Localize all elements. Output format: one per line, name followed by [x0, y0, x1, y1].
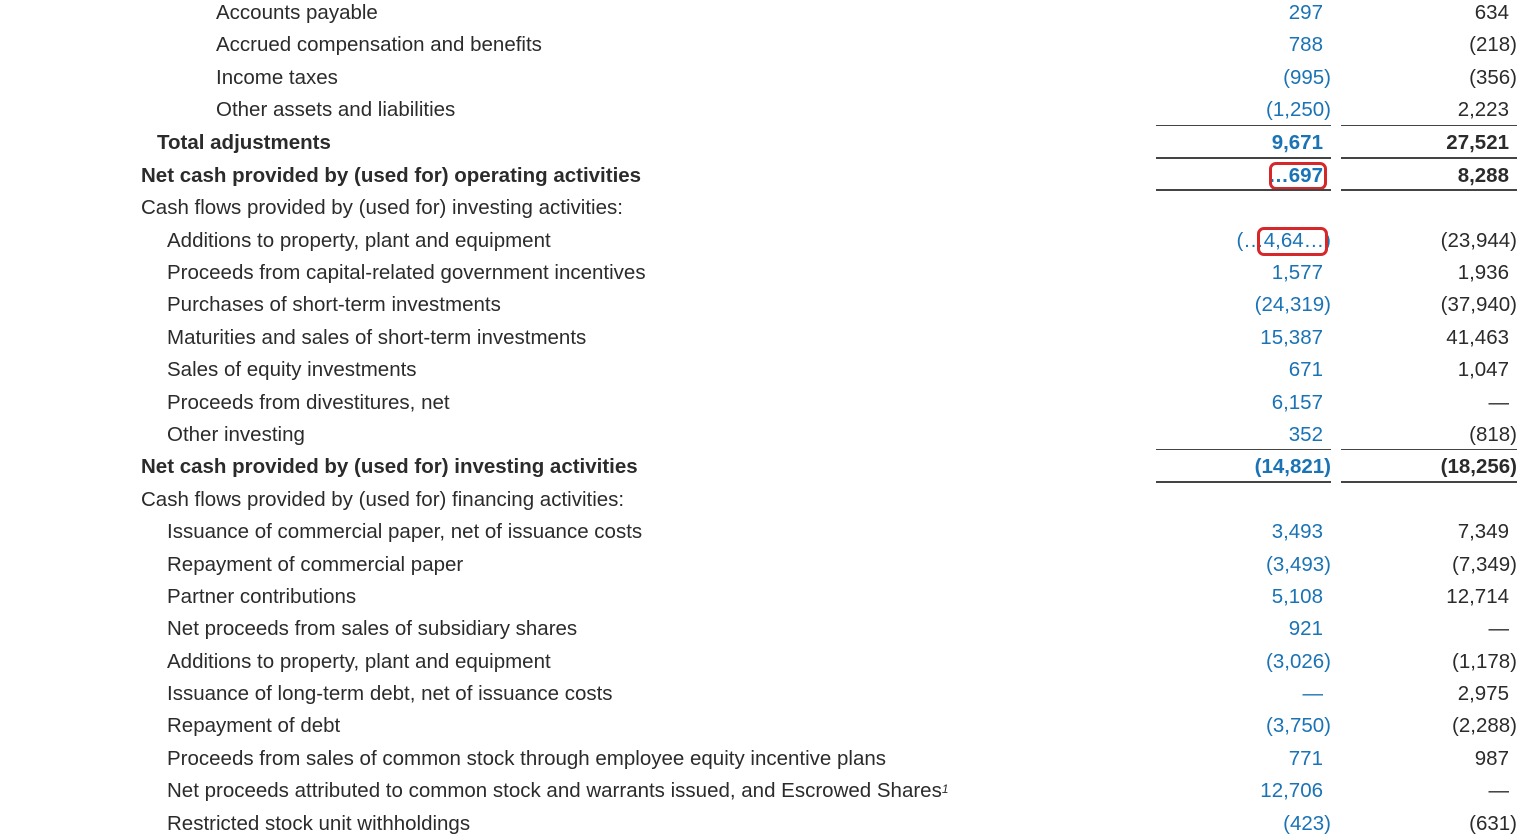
prior-year-value: (23,944) — [1440, 229, 1517, 252]
table-row — [0, 581, 1540, 613]
current-year-value: (1,250) — [1266, 98, 1331, 121]
row-label: Other assets and liabilities — [216, 98, 456, 121]
prior-year-value: — — [1488, 391, 1509, 414]
table-row — [0, 94, 1540, 126]
table-row — [0, 549, 1540, 581]
current-year-value: 15,387 — [1260, 326, 1323, 349]
current-year-value: — — [1302, 682, 1323, 705]
prior-year-value: — — [1488, 779, 1509, 802]
row-label: Issuance of long-term debt, net of issuance costs — [167, 682, 613, 705]
prior-year-value: 27,521 — [1446, 131, 1509, 154]
table-row — [0, 354, 1540, 386]
table-row — [0, 678, 1540, 710]
section-header — [0, 484, 1540, 516]
prior-year-value: 12,714 — [1446, 585, 1509, 608]
prior-year-value: 1,936 — [1457, 261, 1509, 284]
prior-year-value: 41,463 — [1446, 326, 1509, 349]
row-label: Income taxes — [216, 66, 338, 89]
row-label: Accounts payable — [216, 1, 378, 24]
table-row — [0, 743, 1540, 775]
row-label: Additions to property, plant and equipment — [167, 229, 551, 252]
current-year-value: (…4,64…) — [1236, 229, 1331, 252]
current-year-value: 788 — [1288, 33, 1323, 56]
current-year-value: (24,319) — [1254, 293, 1331, 316]
row-label: Total adjustments — [157, 131, 331, 154]
prior-year-value: (818) — [1469, 423, 1517, 446]
current-year-value: 297 — [1288, 1, 1323, 24]
table-row — [0, 322, 1540, 354]
current-year-value: 771 — [1288, 747, 1323, 770]
prior-year-value: 2,223 — [1457, 98, 1509, 121]
row-label: Maturities and sales of short-term investments — [167, 326, 587, 349]
current-year-value: 1,577 — [1271, 261, 1323, 284]
current-year-value: (423) — [1283, 812, 1331, 835]
prior-year-value: — — [1488, 617, 1509, 640]
prior-year-value: (7,349) — [1452, 553, 1517, 576]
row-label: Restricted stock unit withholdings — [167, 812, 471, 835]
subtotal-rule — [1156, 449, 1331, 450]
prior-year-value: 634 — [1474, 1, 1509, 24]
table-row — [0, 0, 1540, 29]
row-label: Proceeds from capital-related government incentives — [167, 261, 646, 284]
current-year-value: 3,493 — [1271, 520, 1323, 543]
total-rule — [1341, 481, 1517, 483]
table-row — [0, 387, 1540, 419]
table-row — [0, 808, 1540, 840]
row-label: Partner contributions — [167, 585, 357, 608]
table-row-total — [0, 127, 1540, 159]
total-rule — [1156, 189, 1331, 191]
prior-year-value: (1,178) — [1452, 650, 1517, 673]
prior-year-value: 1,047 — [1457, 358, 1509, 381]
row-label: Net proceeds from sales of subsidiary shares — [167, 617, 578, 640]
redaction-box — [1257, 227, 1328, 256]
section-header — [0, 192, 1540, 224]
row-label: Proceeds from sales of common stock through employee equity incentive plans — [167, 747, 887, 770]
current-year-value: (3,493) — [1266, 553, 1331, 576]
subtotal-rule — [1341, 125, 1517, 126]
prior-year-value: 2,975 — [1457, 682, 1509, 705]
prior-year-value: 987 — [1474, 747, 1509, 770]
current-year-value: 6,157 — [1271, 391, 1323, 414]
subtotal-rule — [1156, 157, 1331, 159]
footnote-marker: 1 — [941, 782, 949, 796]
row-label: Proceeds from divestitures, net — [167, 391, 450, 414]
current-year-value: (3,750) — [1266, 714, 1331, 737]
current-year-value: 671 — [1288, 358, 1323, 381]
redaction-box — [1269, 162, 1327, 190]
table-row — [0, 710, 1540, 742]
current-year-value: 5,108 — [1271, 585, 1323, 608]
table-row — [0, 29, 1540, 61]
table-row — [0, 646, 1540, 678]
row-label: Net cash provided by (used for) operating activities — [141, 164, 642, 187]
prior-year-value: (37,940) — [1440, 293, 1517, 316]
prior-year-value: (218) — [1469, 33, 1517, 56]
table-row — [0, 419, 1540, 451]
row-label: Sales of equity investments — [167, 358, 417, 381]
row-label: Other investing — [167, 423, 305, 446]
prior-year-value: 8,288 — [1457, 164, 1509, 187]
prior-year-value: (356) — [1469, 66, 1517, 89]
row-label: Accrued compensation and benefits — [216, 33, 542, 56]
total-rule — [1341, 189, 1517, 191]
row-label: Net cash provided by (used for) investing activities — [141, 455, 638, 478]
table-row — [0, 516, 1540, 548]
section-label: Cash flows provided by (used for) financing activities: — [141, 488, 625, 511]
current-year-value: (3,026) — [1266, 650, 1331, 673]
subtotal-rule — [1341, 449, 1517, 450]
current-year-value: 352 — [1288, 423, 1323, 446]
row-label: Repayment of debt — [167, 714, 341, 737]
row-label: Purchases of short-term investments — [167, 293, 501, 316]
current-year-value: 12,706 — [1260, 779, 1323, 802]
current-year-value: (14,821) — [1254, 455, 1331, 478]
current-year-value: 921 — [1288, 617, 1323, 640]
table-row-total — [0, 451, 1540, 483]
table-row — [0, 613, 1540, 645]
total-rule — [1156, 481, 1331, 483]
prior-year-value: (2,288) — [1452, 714, 1517, 737]
row-label: Repayment of commercial paper — [167, 553, 464, 576]
table-row — [0, 62, 1540, 94]
row-label — [167, 775, 949, 807]
current-year-value: …697 — [1268, 164, 1323, 187]
section-label: Cash flows provided by (used for) investing activities: — [141, 196, 623, 219]
row-label: Additions to property, plant and equipment — [167, 650, 551, 673]
row-label: Issuance of commercial paper, net of issuance costs — [167, 520, 643, 543]
table-row — [0, 775, 1540, 807]
row-label-text: Net proceeds attributed to common stock and warrants issued, and Escrowed Shares — [167, 779, 942, 802]
current-year-value: (995) — [1283, 66, 1331, 89]
table-row — [0, 257, 1540, 289]
current-year-value: 9,671 — [1271, 131, 1323, 154]
table-row — [0, 289, 1540, 321]
subtotal-rule — [1341, 157, 1517, 159]
prior-year-value: (631) — [1469, 812, 1517, 835]
prior-year-value: 7,349 — [1457, 520, 1509, 543]
subtotal-rule — [1156, 125, 1331, 126]
prior-year-value: (18,256) — [1440, 455, 1517, 478]
